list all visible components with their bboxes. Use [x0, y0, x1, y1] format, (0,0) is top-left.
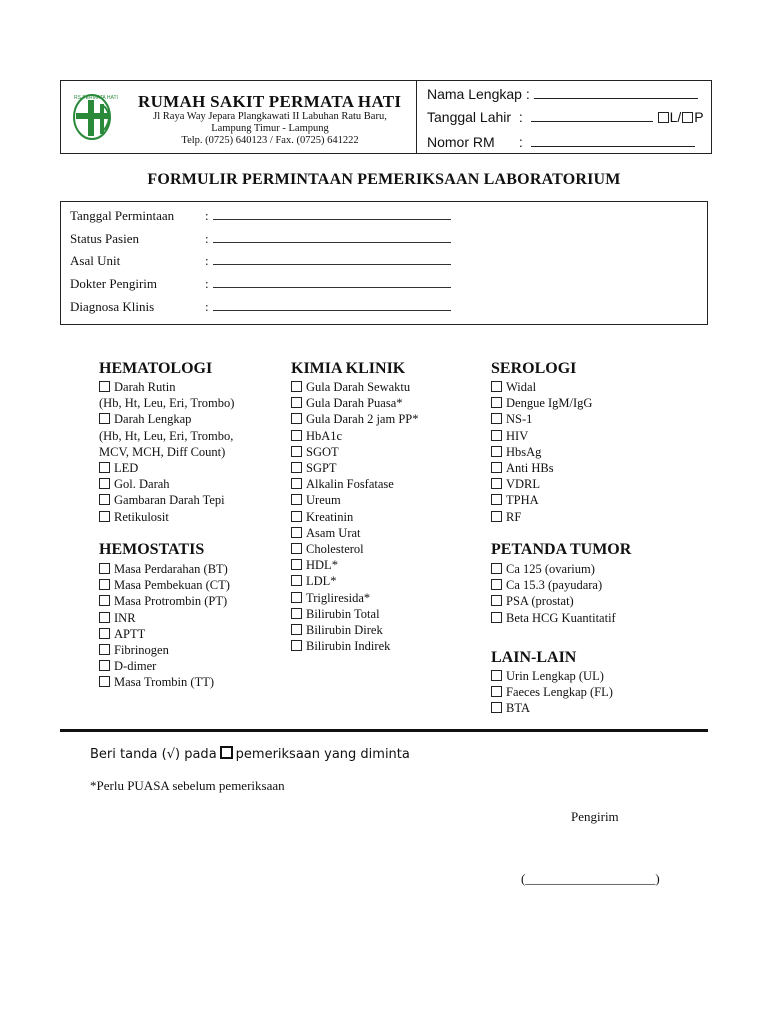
checkbox[interactable]	[99, 478, 110, 489]
checkbox[interactable]	[99, 494, 110, 505]
header-divider	[416, 80, 417, 154]
colon: :	[205, 299, 209, 314]
test-item: Gula Darah Sewaktu	[291, 379, 418, 395]
request-info-row	[70, 253, 451, 269]
checkbox[interactable]	[291, 494, 302, 505]
checkbox[interactable]	[99, 381, 110, 392]
referring-doctor-label: Dokter Pengirim	[70, 276, 158, 291]
checkbox[interactable]	[291, 527, 302, 538]
request-info-row	[70, 276, 451, 292]
patient-rm-row	[427, 134, 695, 150]
signature-line[interactable]: (____________________)	[521, 871, 660, 886]
checkbox[interactable]	[291, 511, 302, 522]
logo-text: RS PERMATA HATI	[74, 95, 118, 101]
section-title-hematologi: HEMATOLOGI	[99, 360, 213, 377]
form-title: FORMULIR PERMINTAAN PEMERIKSAAN LABORATORIUM	[147, 171, 621, 188]
colon: :	[205, 208, 209, 223]
section-title-kimia-klinik: KIMIA KLINIK	[291, 360, 406, 377]
checkbox[interactable]	[99, 413, 110, 424]
section-title-lain-lain: LAIN-LAIN	[491, 649, 577, 666]
checkbox[interactable]	[491, 511, 502, 522]
checkbox[interactable]	[99, 579, 110, 590]
origin-unit-field[interactable]	[213, 254, 451, 265]
test-item: Masa Perdarahan (BT)	[99, 561, 230, 577]
kimia-klinik-list	[291, 379, 418, 654]
test-item: Darah Rutin	[99, 379, 234, 395]
checkbox[interactable]	[291, 543, 302, 554]
checkbox[interactable]	[491, 494, 502, 505]
test-item: INR	[99, 610, 230, 626]
checkbox[interactable]	[291, 575, 302, 586]
checkbox[interactable]	[291, 462, 302, 473]
checkbox[interactable]	[291, 640, 302, 651]
checkbox[interactable]	[291, 478, 302, 489]
test-item: TPHA	[491, 492, 592, 508]
test-item: Ca 15.3 (payudara)	[491, 577, 616, 593]
checkbox[interactable]	[99, 676, 110, 687]
test-item-detail: (Hb, Ht, Leu, Eri, Trombo)	[99, 396, 235, 411]
test-item: BTA	[491, 700, 613, 716]
test-item: Alkalin Fosfatase	[291, 476, 418, 492]
patient-rm-colon: :	[518, 134, 523, 150]
hospital-logo-icon	[70, 90, 126, 144]
test-item: Dengue IgM/IgG	[491, 395, 592, 411]
test-item: VDRL	[491, 476, 592, 492]
test-item: RF	[491, 509, 592, 525]
test-item: LDL*	[291, 573, 418, 589]
gender-l-label: L/	[669, 109, 682, 125]
fasting-note: *Perlu PUASA sebelum pemeriksaan	[90, 778, 285, 793]
test-item: Masa Trombin (TT)	[99, 674, 230, 690]
test-item-detail: MCV, MCH, Diff Count)	[99, 444, 226, 459]
checkbox[interactable]	[99, 644, 110, 655]
test-item: Kreatinin	[291, 509, 418, 525]
test-item: Anti HBs	[491, 460, 592, 476]
checkbox[interactable]	[291, 624, 302, 635]
instruction-text: Beri tanda (√) pada pemeriksaan yang diminta	[90, 747, 410, 762]
request-date-label: Tanggal Permintaan	[70, 208, 175, 223]
test-item: Widal	[491, 379, 592, 395]
hospital-contact: Telp. (0725) 640123 / Fax. (0725) 641222	[181, 135, 359, 146]
checkbox[interactable]	[99, 563, 110, 574]
hematologi-list	[99, 379, 234, 525]
patient-dob-label: Tanggal Lahir	[427, 109, 512, 125]
checkbox[interactable]	[99, 511, 110, 522]
checkbox[interactable]	[491, 579, 502, 590]
checkbox[interactable]	[491, 595, 502, 606]
checkbox[interactable]	[491, 478, 502, 489]
checkbox[interactable]	[491, 430, 502, 441]
patient-dob-row	[427, 109, 704, 125]
request-info-row	[70, 299, 451, 315]
test-item: Cholesterol	[291, 541, 418, 557]
checkbox[interactable]	[291, 397, 302, 408]
gender-p-checkbox[interactable]	[682, 112, 693, 123]
serologi-list	[491, 379, 592, 525]
checkbox[interactable]	[491, 397, 502, 408]
test-item: Trigliresida*	[291, 590, 418, 606]
test-item: Gol. Darah	[99, 476, 234, 492]
clinical-diagnosis-field[interactable]	[213, 300, 451, 311]
gender-p-label: P	[694, 109, 704, 125]
checkbox[interactable]	[491, 670, 502, 681]
checkbox[interactable]	[491, 446, 502, 457]
test-item: PSA (prostat)	[491, 593, 616, 609]
checkbox[interactable]	[291, 559, 302, 570]
patient-name-label: Nama Lengkap :	[427, 86, 530, 102]
test-item: Bilirubin Indirek	[291, 638, 418, 654]
patient-name-field[interactable]	[534, 87, 698, 99]
lain-lain-list	[491, 668, 613, 717]
checkbox[interactable]	[491, 702, 502, 713]
clinical-diagnosis-label: Diagnosa Klinis	[70, 299, 155, 314]
checkbox[interactable]	[99, 612, 110, 623]
hospital-address-2: Lampung Timur - Lampung	[211, 123, 329, 134]
checkbox-icon	[220, 746, 233, 759]
test-item: LED	[99, 460, 234, 476]
section-title-hemostatis: HEMOSTATIS	[99, 541, 205, 558]
test-item: Gambaran Darah Tepi	[99, 492, 234, 508]
checkbox[interactable]	[99, 660, 110, 671]
test-item: HIV	[491, 428, 592, 444]
hospital-name: RUMAH SAKIT PERMATA HATI	[138, 92, 402, 111]
test-item: Ureum	[291, 492, 418, 508]
test-item: Bilirubin Total	[291, 606, 418, 622]
test-item: D-dimer	[99, 658, 230, 674]
colon: :	[205, 231, 209, 246]
patient-dob-field[interactable]	[531, 110, 653, 122]
checkbox[interactable]	[99, 462, 110, 473]
checkbox[interactable]	[491, 686, 502, 697]
colon: :	[205, 253, 209, 268]
checkbox[interactable]	[291, 430, 302, 441]
hospital-address-1: Jl Raya Way Jepara Plangkawati II Labuhan Ratu Baru,	[153, 111, 387, 122]
referring-doctor-field[interactable]	[213, 277, 451, 288]
checkbox[interactable]	[99, 595, 110, 606]
petanda-tumor-list	[491, 561, 616, 626]
test-item: Masa Protrombin (PT)	[99, 593, 230, 609]
test-item: Retikulosit	[99, 509, 234, 525]
checkbox[interactable]	[491, 381, 502, 392]
checkbox[interactable]	[491, 462, 502, 473]
checkbox[interactable]	[491, 413, 502, 424]
test-item: HbA1c	[291, 428, 418, 444]
sender-label: Pengirim	[571, 809, 619, 824]
patient-status-field[interactable]	[213, 232, 451, 243]
hemostatis-list	[99, 561, 230, 691]
test-item: Asam Urat	[291, 525, 418, 541]
checkbox[interactable]	[291, 381, 302, 392]
origin-unit-label: Asal Unit	[70, 253, 121, 268]
test-item: Faeces Lengkap (FL)	[491, 684, 613, 700]
patient-dob-colon: :	[518, 109, 523, 125]
checkbox[interactable]	[291, 413, 302, 424]
test-item: Bilirubin Direk	[291, 622, 418, 638]
patient-rm-field[interactable]	[531, 135, 695, 147]
test-item: Fibrinogen	[99, 642, 230, 658]
checkbox[interactable]	[291, 608, 302, 619]
checkbox[interactable]	[491, 563, 502, 574]
checkbox[interactable]	[291, 592, 302, 603]
test-item: Gula Darah Puasa*	[291, 395, 418, 411]
section-title-serologi: SEROLOGI	[491, 360, 577, 377]
test-item: NS-1	[491, 411, 592, 427]
test-item: Gula Darah 2 jam PP*	[291, 411, 418, 427]
request-date-field[interactable]	[213, 209, 451, 220]
test-item: SGOT	[291, 444, 418, 460]
divider	[60, 729, 708, 732]
checkbox[interactable]	[291, 446, 302, 457]
test-item: SGPT	[291, 460, 418, 476]
patient-name-row	[427, 86, 698, 102]
test-item: HbsAg	[491, 444, 592, 460]
request-info-row	[70, 231, 451, 247]
colon: :	[205, 276, 209, 291]
gender-l-checkbox[interactable]	[658, 112, 669, 123]
test-item: Beta HCG Kuantitatif	[491, 610, 616, 626]
test-item: Darah Lengkap	[99, 411, 234, 427]
test-item: Urin Lengkap (UL)	[491, 668, 613, 684]
checkbox[interactable]	[99, 628, 110, 639]
test-item: APTT	[99, 626, 230, 642]
patient-status-label: Status Pasien	[70, 231, 139, 246]
request-info-row	[70, 208, 451, 224]
test-item: Masa Pembekuan (CT)	[99, 577, 230, 593]
test-item: HDL*	[291, 557, 418, 573]
test-item-detail: (Hb, Ht, Leu, Eri, Trombo,	[99, 428, 234, 443]
patient-rm-label: Nomor RM	[427, 134, 495, 150]
section-title-petanda-tumor: PETANDA TUMOR	[491, 541, 632, 558]
checkbox[interactable]	[491, 612, 502, 623]
test-item: Ca 125 (ovarium)	[491, 561, 616, 577]
